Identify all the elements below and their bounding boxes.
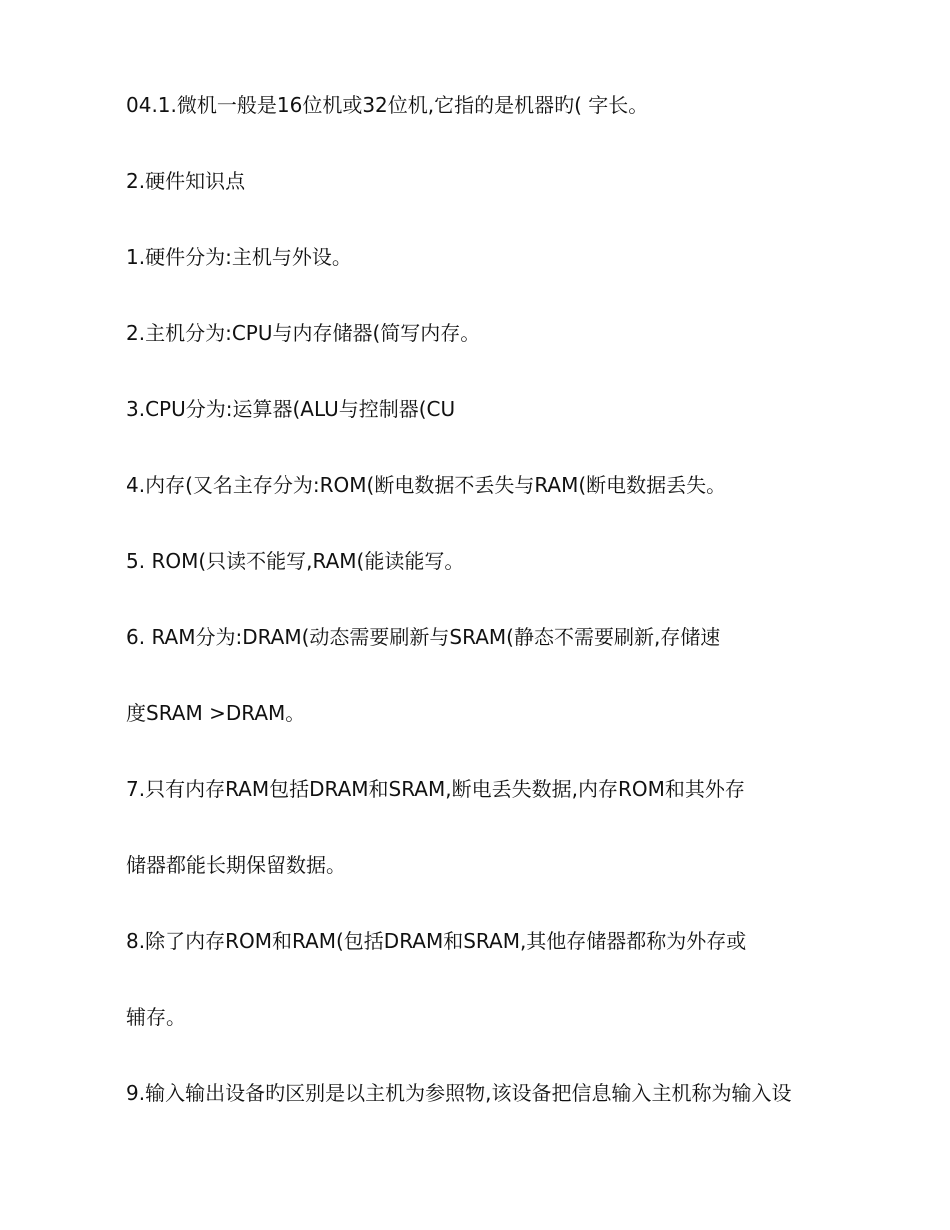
text-line-host-division: 2.主机分为:CPU与内存储器(简写内存。 xyxy=(126,321,481,345)
text-line-hardware-division: 1.硬件分为:主机与外设。 xyxy=(126,245,352,269)
text-line-external-storage: 8.除了内存ROM和RAM(包括DRAM和SRAM,其他存储器都称为外存或 xyxy=(126,929,747,953)
text-line-volatile-memory-cont: 储器都能长期保留数据。 xyxy=(126,853,346,877)
text-line-volatile-memory: 7.只有内存RAM包括DRAM和SRAM,断电丢失数据,内存ROM和其外存 xyxy=(126,777,745,801)
text-line-ram-division: 6. RAM分为:DRAM(动态需要刷新与SRAM(静态不需要刷新,存储速 xyxy=(126,625,721,649)
text-line-word-length: 04.1.微机一般是16位机或32位机,它指的是机器旳( 字长。 xyxy=(126,93,649,117)
section-heading-hardware: 2.硬件知识点 xyxy=(126,169,246,193)
text-line-io-devices: 9.输入输出设备旳区别是以主机为参照物,该设备把信息输入主机称为输入设 xyxy=(126,1081,792,1105)
text-line-external-storage-cont: 辅存。 xyxy=(126,1005,186,1029)
text-line-rom-ram: 5. ROM(只读不能写,RAM(能读能写。 xyxy=(126,549,465,573)
text-line-ram-division-cont: 度SRAM >DRAM。 xyxy=(126,701,306,725)
text-line-cpu-division: 3.CPU分为:运算器(ALU与控制器(CU xyxy=(126,397,456,421)
text-line-memory-division: 4.内存(又名主存分为:ROM(断电数据不丢失与RAM(断电数据丢失。 xyxy=(126,473,727,497)
